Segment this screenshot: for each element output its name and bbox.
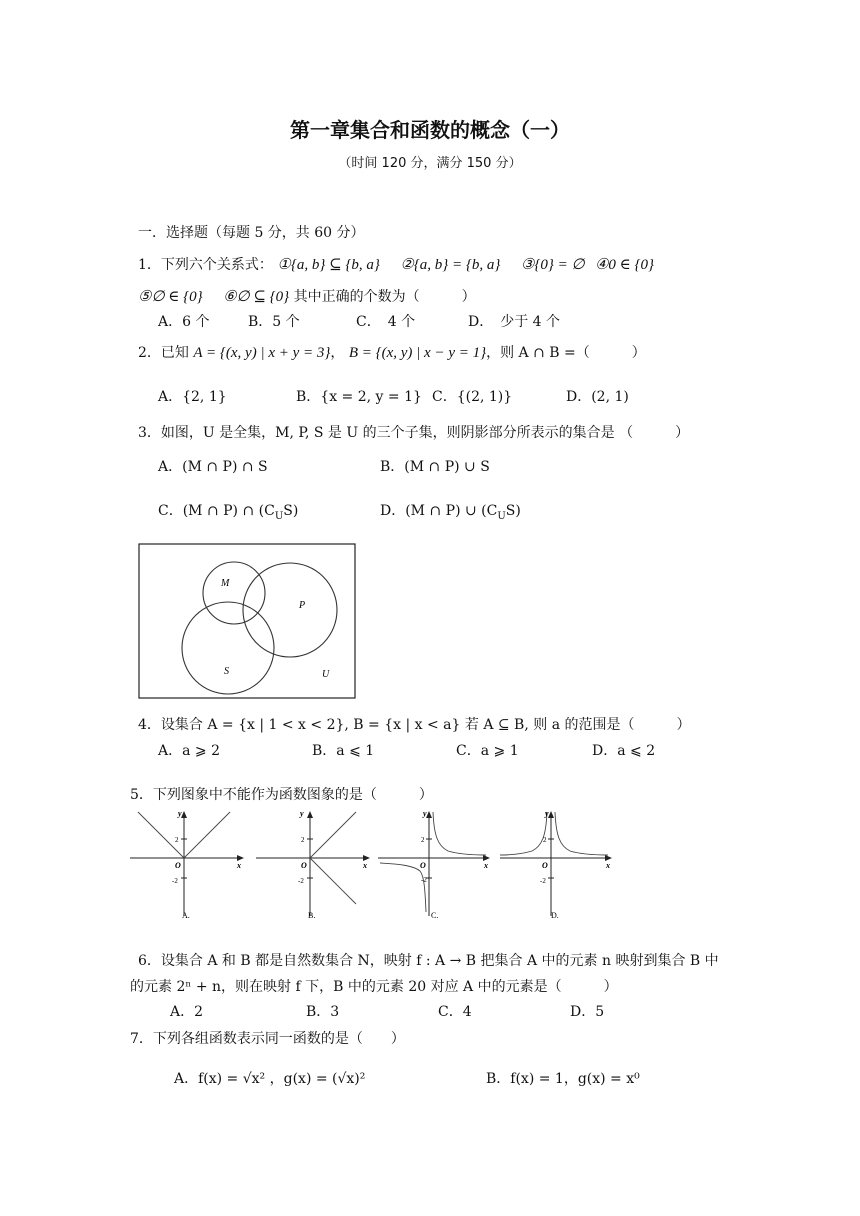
question-5: 5．下列图象中不能作为函数图象的是（ ） <box>130 787 433 803</box>
q2-tail: ，则 A ∩ B =（ ） <box>486 345 646 361</box>
svg-text:2: 2 <box>543 836 547 844</box>
q1-relation-2: ②{a, b} = {b, a} <box>400 257 501 273</box>
q4-option-d: D．a ⩽ 2 <box>592 743 656 759</box>
svg-text:y: y <box>545 809 549 818</box>
question-6-line2: 的元素 2ⁿ + n，则在映射 f 下，B 中的元素 20 对应 A 中的元素是（ ） <box>130 979 618 995</box>
section-heading: 一．选择题（每题 5 分，共 60 分） <box>138 225 365 241</box>
q2-prefix: 2．已知 <box>138 345 189 361</box>
circle-s <box>182 602 274 694</box>
q6-option-d: D．5 <box>570 1004 605 1020</box>
svg-text:-2: -2 <box>172 877 178 885</box>
svg-text:O: O <box>175 861 181 870</box>
graph-c <box>376 806 496 924</box>
q4-option-a: A．a ⩾ 2 <box>158 743 220 759</box>
question-1-line2 <box>138 286 476 306</box>
q4-option-b: B．a ⩽ 1 <box>312 743 375 759</box>
svg-text:-2: -2 <box>540 877 546 885</box>
q7-option-b: B．f(x) = 1，g(x) = x⁰ <box>486 1071 640 1087</box>
q2-option-c: C．{(2, 1)} <box>432 389 513 405</box>
svg-text:y: y <box>423 809 427 818</box>
question-6-line1: 6．设集合 A 和 B 都是自然数集合 N，映射 f : A → B 把集合 A 中的元素 n 映射到集合 B 中 <box>138 953 719 969</box>
graph-c-label: C. <box>431 911 439 920</box>
circle-p <box>243 563 337 657</box>
q3-option-d: D．(M ∩ P) ∪ $(C_US)$ <box>380 503 521 522</box>
page-title: 第一章集合和函数的概念（一） <box>290 118 570 142</box>
question-3: 3．如图，U 是全集，M, P, S 是 U 的三个子集，则阴影部分所表示的集合是 （ ） <box>138 425 690 441</box>
svg-text:x: x <box>484 861 488 870</box>
svg-text:O: O <box>542 861 548 870</box>
q2-option-b: B．{x = 2, y = 1} <box>296 389 422 405</box>
svg-text:y: y <box>178 809 182 818</box>
svg-text:-2: -2 <box>421 876 427 884</box>
venn-diagram <box>138 543 358 700</box>
q1-relation-3: ③{0} = ∅ <box>520 257 585 273</box>
page-subtitle: （时间 120 分，满分 150 分） <box>338 156 522 171</box>
q1-option-d: D． 少于 4 个 <box>468 314 561 330</box>
q7-option-a: A．f(x) = √x² ，g(x) = (√x)² <box>174 1071 366 1087</box>
graph-b-label: B. <box>308 911 316 920</box>
graph-a <box>128 806 248 924</box>
question-1 <box>138 254 654 274</box>
svg-text:2: 2 <box>301 836 305 844</box>
q2-set-b: B = {(x, y) | x − y = 1} <box>348 345 487 361</box>
svg-text:y: y <box>300 809 304 818</box>
q1-option-a: A．6 个 <box>158 314 210 330</box>
graph-d-label: D. <box>551 911 559 920</box>
svg-text:x: x <box>237 861 241 870</box>
graph-a-label: A. <box>182 911 190 920</box>
svg-text:x: x <box>606 861 610 870</box>
q1-option-b: B．5 个 <box>248 314 300 330</box>
question-4: 4．设集合 A = {x | 1 < x < 2}, B = {x | x < a} 若 A ⊆ B, 则 a 的范围是（ ） <box>138 717 691 733</box>
q1-relation-1: ①{a, b} ⊆ {b, a} <box>277 257 380 273</box>
q1-prefix: 1．下列六个关系式： <box>138 257 273 273</box>
q2-set-a: A = {(x, y) | x + y = 3} <box>193 345 331 361</box>
q1-option-c: C． 4 个 <box>356 314 416 330</box>
q3-option-a: A．(M ∩ P) ∩ S <box>158 459 268 475</box>
q1-relation-4: ④0 ∈ {0} <box>594 257 655 273</box>
graph-d <box>498 806 618 924</box>
q6-option-b: B．3 <box>306 1004 340 1020</box>
venn-label-p: P <box>299 600 306 611</box>
svg-text:-2: -2 <box>298 877 304 885</box>
q1-relation-5: ⑤∅ ∈ {0} <box>138 289 203 305</box>
q2-option-d: D．(2, 1) <box>566 389 629 405</box>
question-7: 7．下列各组函数表示同一函数的是（ ） <box>130 1031 405 1047</box>
q3-option-b: B．(M ∩ P) ∪ S <box>380 459 490 475</box>
venn-label-m: M <box>221 578 230 589</box>
q1-tail: 其中正确的个数为（ ） <box>293 289 476 305</box>
svg-text:O: O <box>301 861 307 870</box>
svg-text:O: O <box>420 861 426 870</box>
venn-label-u: U <box>322 669 330 680</box>
q6-option-a: A．2 <box>170 1004 204 1020</box>
graph-b <box>254 806 374 924</box>
q1-relation-6: ⑥∅ ⊆ {0} <box>223 289 290 305</box>
svg-text:x: x <box>363 861 367 870</box>
svg-text:2: 2 <box>175 836 179 844</box>
q6-option-c: C．4 <box>438 1004 472 1020</box>
q4-option-c: C．a ⩾ 1 <box>456 743 519 759</box>
svg-text:2: 2 <box>421 836 425 844</box>
circle-m <box>203 562 265 624</box>
q2-option-a: A．{2, 1} <box>158 389 227 405</box>
venn-label-s: S <box>224 666 229 677</box>
q3-option-c: C．(M ∩ P) ∩ $(C_US)$ <box>158 503 299 522</box>
question-2: 2．已知 A = {(x, y) | x + y = 3}， B = {(x, y) | x − y = 1}，则 A ∩ B =（ ） <box>138 345 646 361</box>
